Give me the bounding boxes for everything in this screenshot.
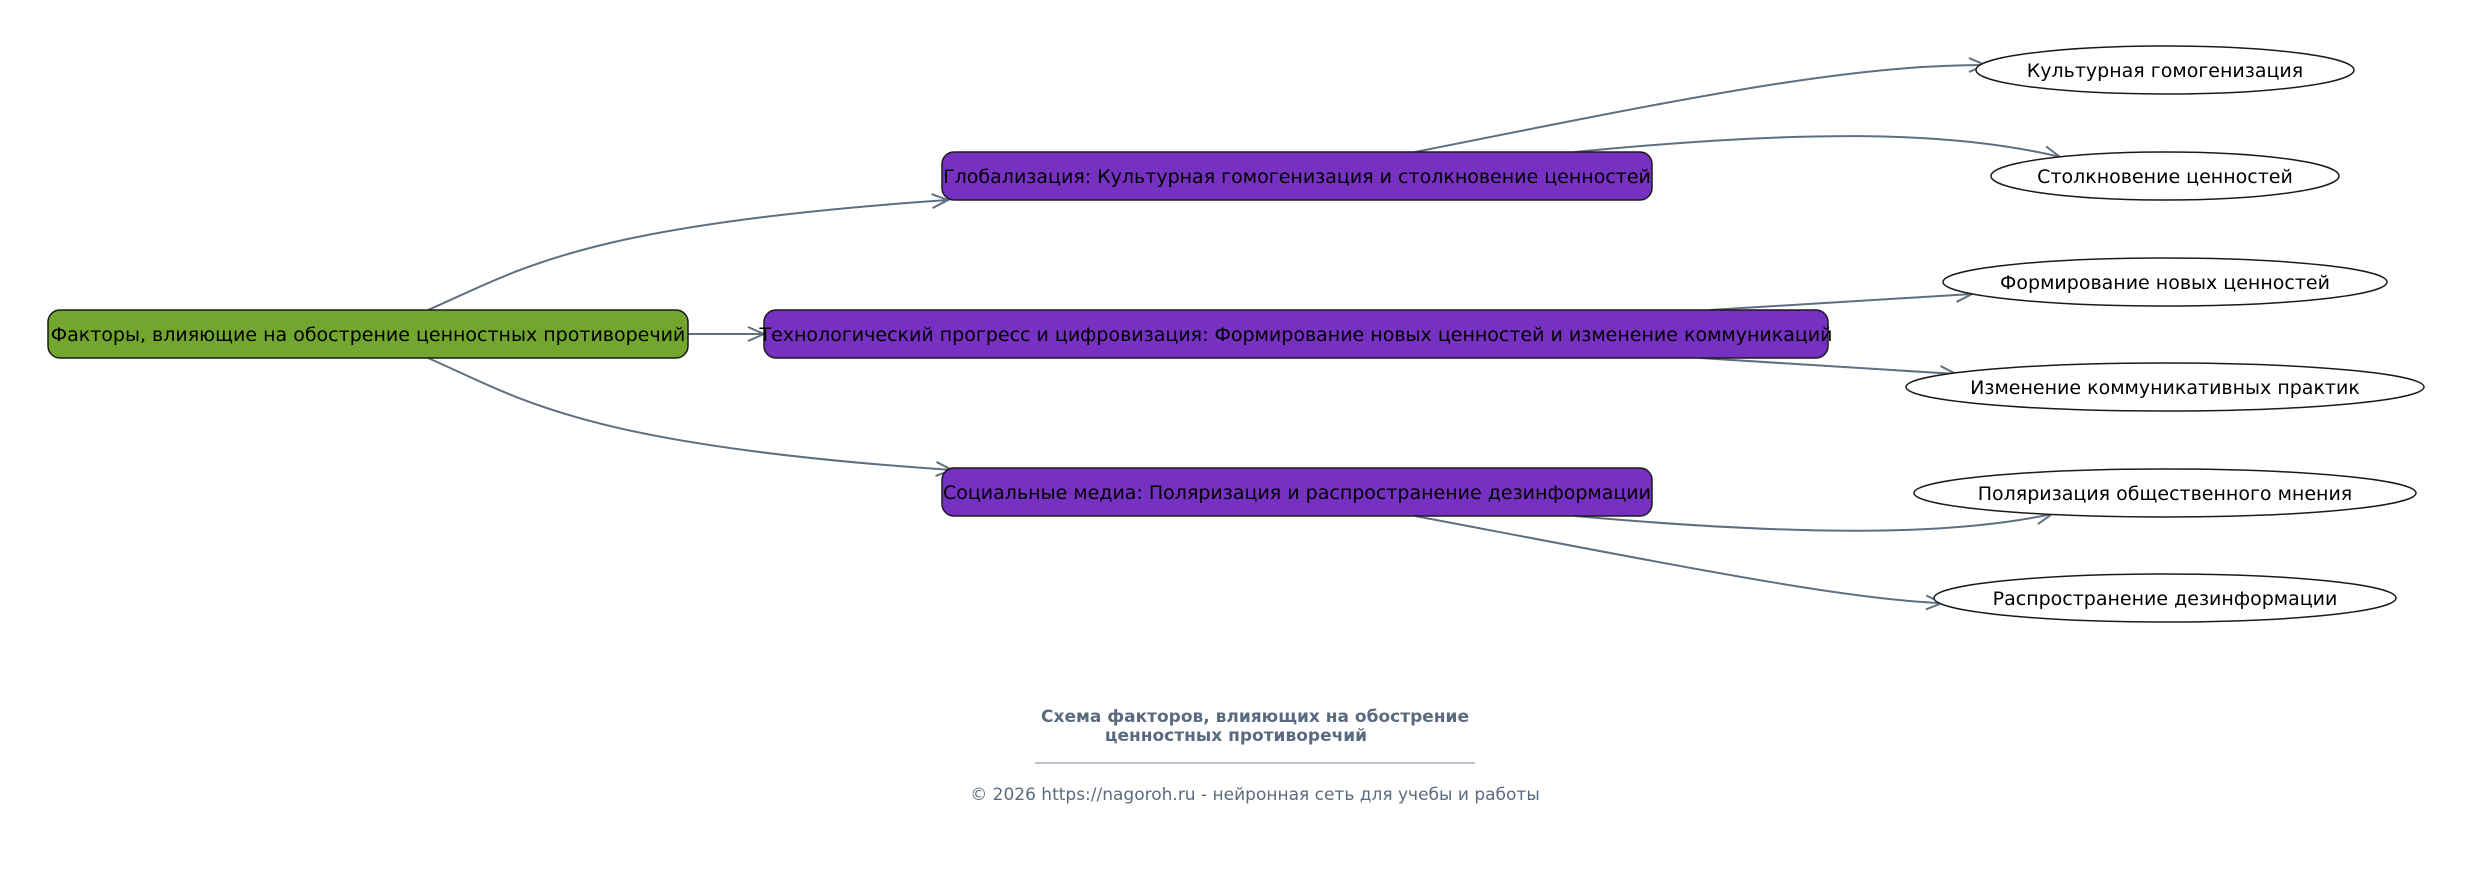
effect-label: Культурная гомогенизация — [2026, 60, 2304, 82]
edge-root-to-globalization — [428, 200, 948, 310]
effect-label: Изменение коммуникативных практик — [1970, 377, 2360, 399]
factor-node-globalization — [942, 152, 1652, 200]
effect-node-polarization — [1914, 469, 2416, 517]
edge-social-media-to-polarization — [1575, 514, 2052, 531]
effect-node-communication-change — [1906, 363, 2424, 411]
edge-technology-to-new-values — [1710, 294, 1972, 310]
caption-title-line1: Схема факторов, влияющих на обострение — [1041, 707, 1469, 727]
edge-root-to-social-media — [428, 358, 952, 470]
factor-label: Социальные медиа: Поляризация и распространение дезинформации — [942, 482, 1652, 504]
caption-title-line2: ценностных противоречий — [1104, 726, 1368, 746]
edge-globalization-to-homogenization — [1415, 65, 1985, 152]
root-node-label: Факторы, влияющие на обострение ценностных противоречий — [50, 324, 686, 346]
edge-social-media-to-disinformation — [1415, 516, 1942, 603]
factor-node-technology — [758, 310, 1832, 358]
factor-label: Технологический прогресс и цифровизация: Формирование новых ценностей и изменение коммуникаций — [759, 324, 1833, 346]
root-node — [48, 310, 688, 358]
effect-node-homogenization — [1976, 46, 2354, 94]
effect-node-new-values — [1943, 258, 2387, 306]
caption-footer: © 2026 https://nagoroh.ru - нейронная сеть для учебы и работы — [970, 785, 1540, 805]
effect-label: Распространение дезинформации — [1992, 588, 2338, 610]
effect-label: Столкновение ценностей — [2037, 166, 2293, 188]
edge-technology-to-communication-change — [1700, 358, 1956, 374]
factor-label: Глобализация: Культурная гомогенизация и столкновение ценностей — [943, 166, 1651, 188]
effect-label: Поляризация общественного мнения — [1977, 483, 2353, 505]
effect-node-disinformation — [1934, 574, 2396, 622]
factor-node-social-media — [942, 468, 1652, 516]
effect-label: Формирование новых ценностей — [2000, 272, 2330, 294]
effect-node-value-clash — [1991, 152, 2339, 200]
